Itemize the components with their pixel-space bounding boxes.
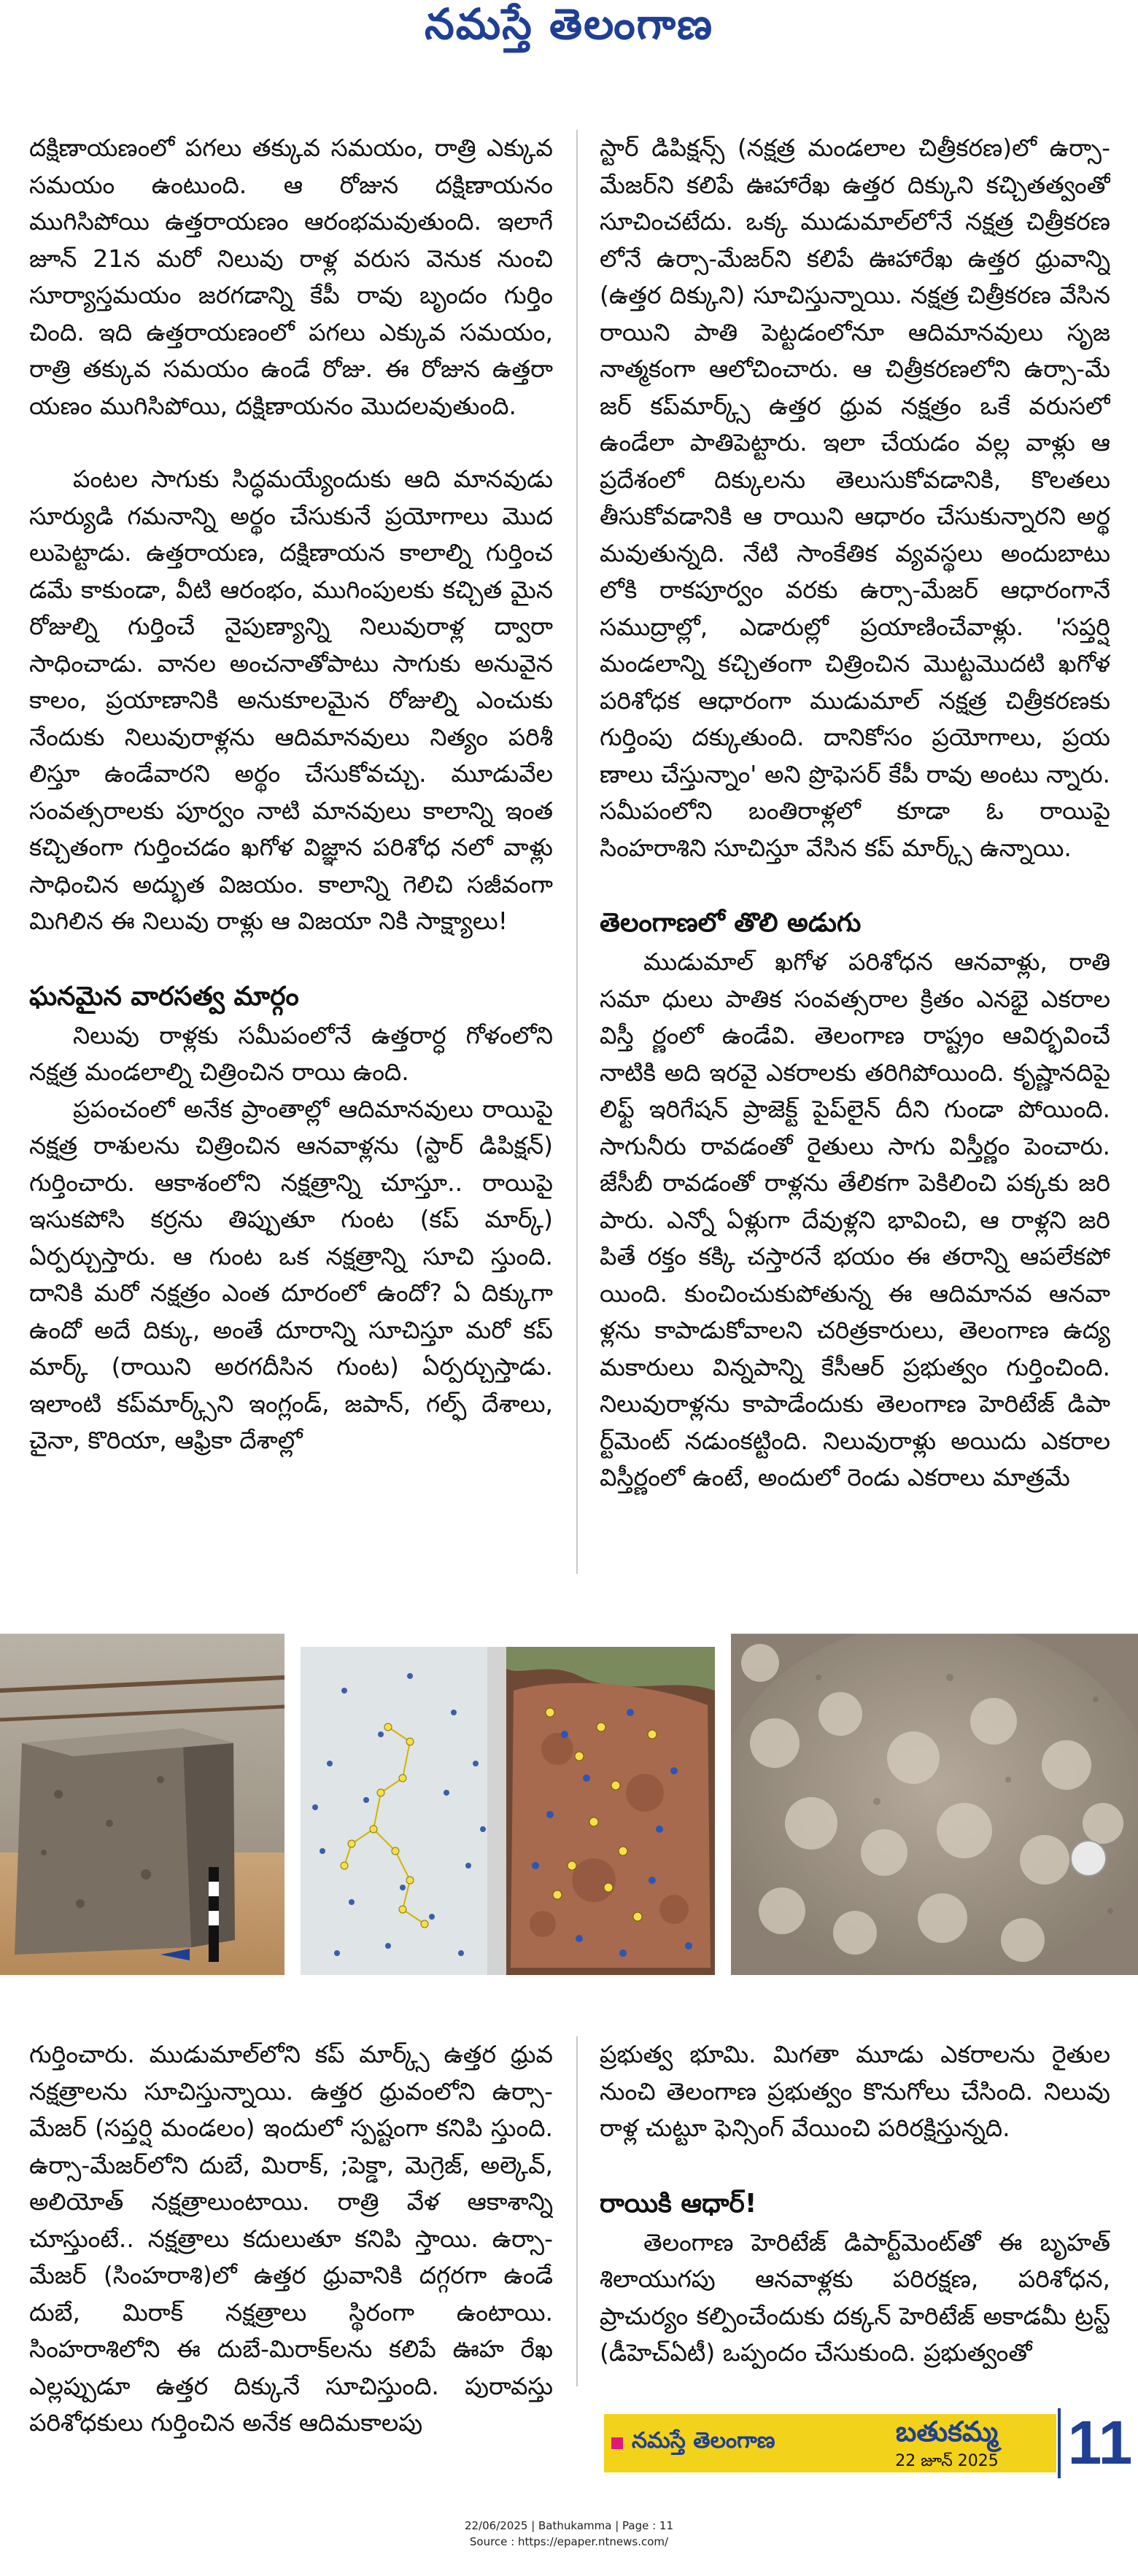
page-footer [0, 2518, 1138, 2550]
masthead [0, 0, 1138, 58]
banner-section-block [837, 2414, 1056, 2472]
paragraph: ప్రభుత్వ భూమి. మిగతా మూడు ఎకరాలను రైతుల నుంచి తెలంగాణ ప్రభుత్వం కొనుగోలు చేసింది. నిలువు రాళ్ల చుట్టూ ఫెన్సింగ్ వేయించి పరిరక్షిస్తున్నది. [600, 2040, 1110, 2142]
pink-bullet-icon [611, 2437, 623, 2449]
banner-page-divider [1058, 2408, 1061, 2478]
column-right-bottom [600, 2036, 1110, 2391]
column-divider [576, 2036, 578, 2386]
photo-standing-stone [0, 1634, 284, 1975]
column-left-top [29, 130, 553, 1574]
banner-section-name: బతుకమ్మ [895, 2416, 999, 2448]
photo-rock-closeup [731, 1634, 1138, 1975]
banner-date: 22 జూన్ 2025 [895, 2452, 999, 2470]
paragraph: ప్రపంచంలో అనేక ప్రాంతాల్లో ఆదిమానవులు రాయిపై నక్షత్ర రాశులను చిత్రించిన ఆనవాళ్లను (స్టార్ డిపిక్షన్) గుర్తించారు. ఆకాశంలోని నక్షత్రాన్ని చూస్తూ.. రాయిపై ఇసుకపోసి కర్రను తిప్పుతూ గుంట (కప్ మార్క్) ఏర్పర్చుస్తారు. ఆ గుంట ఒక నక్షత్రాన్ని సూచి స్తుంది. దానికి మరో నక్షత్రం ఎంత దూరంలో ఉందో? ఏ దిక్కుగా ఉందో అదే దిక్కు, అంతే దూరాన్ని సూచిస్తూ మరో కప్ మార్క్ (రాయిని అరగదీసిన గుంట) ఏర్పర్చుస్తాడు. ఇలాంటి కప్‌మార్క్స్‌ని ఇంగ్లండ్, జపాన్, గల్ఫ్ దేశాలు, చైనా, కొరియా, ఆఫ్రికా దేశాల్లో [29, 1094, 553, 1454]
banner-paper-block [604, 2414, 837, 2472]
paragraph: ముడుమాల్ ఖగోళ పరిశోధన ఆనవాళ్లు, రాతి సమా ధులు పాతిక సంవత్సరాల క్రితం ఎనభై ఎకరాల విస్తీ ర్ణంలో ఉండేవి. తెలంగాణ రాష్ట్రం ఆవిర్భవించే నాటికి అది ఇరవై ఎకరాలకు తరిగిపోయింది. కృష్ణానదిపై లిఫ్ట్ ఇరిగేషన్ ప్రాజెక్ట్ పైప్‌లైన్ దీని గుండా పోయింది. సాగునీరు రావడంతో రైతులు సాగు విస్తీర్ణం పెంచారు. జేసీబీ రావడంతో రాళ్లను తేలికగా పెకిలించి పక్కకు జరి పారు. ఎన్నో ఏళ్లుగా దేవుళ్లని భావించి, ఆ రాళ్లని జరి పితే రక్తం కక్కి చస్తారనే భయం ఈ తరాన్ని ఆపలేకపో యింది. కుంచించుకుపోతున్న ఈ ఆదిమానవ ఆనవా ళ్లను కాపాడుకోవాలని చరిత్రకారులు, తెలంగాణ ఉద్య మకారులు విన్నపాన్ని కేసీఆర్ ప్రభుత్వం గుర్తించింది. నిలువురాళ్లను కాపాడేందుకు తెలంగాణ హెరిటేజ్ డిపా ర్ట్‌మెంట్ నడుంకట్టింది. నిలువురాళ్లు అయిదు ఎకరాల విస్తీర్ణంలో ఉంటే, అందులో రెండు ఎకరాలు మాత్రమే [600, 947, 1110, 1491]
footer-banner [604, 2404, 1138, 2481]
subheading: రాయికి ఆధార్! [600, 2188, 757, 2219]
paragraph: స్టార్ డిపిక్షన్స్ (నక్షత్ర మండలాల చిత్రీకరణ)లో ఉర్సా- మేజర్‌ని కలిపే ఊహారేఖ ఉత్తర దిక్కుని కచ్చితత్వంతో సూచించటేదు. ఒక్క ముడుమాల్‌లోనే నక్షత్ర చిత్రీకరణ లోనే ఉర్సా-మేజర్‌ని కలిపే ఊహారేఖ ఉత్తర ధ్రువాన్ని (ఉత్తర దిక్కుని) సూచిస్తున్నాయి. నక్షత్ర చిత్రీకరణ వేసిన రాయిని పాతి పెట్టడంలోనూ ఆదిమానవులు సృజ నాత్మకంగా ఆలోచించారు. ఆ చిత్రీకరణలోని ఉర్సా-మే జర్ కప్‌మార్క్స్ ఉత్తర ధ్రువ నక్షత్రం ఒకే వరుసలో ఉండేలా పాతిపెట్టారు. ఇలా చేయడం వల్ల వాళ్లు ఆ ప్రదేశంలో దిక్కులను తెలుసుకోవడానికి, కొలతలు తీసుకోవడానికి ఆ రాయిని ఆధారం చేసుకున్నారని అర్థ మవుతున్నది. నేటి సాంకేతిక వ్యవస్థలు అందుబాటు లోకి రాకపూర్వం వరకు ఉర్సా-మేజర్ ఆధారంగానే సముద్రాల్లో, ఎడారుల్లో ప్రయాణించేవాళ్లు. 'సప్తర్షి మండలాన్ని కచ్చితంగా చిత్రించిన మొట్టమొదటి ఖగోళ పరిశోధక ఆధారంగా ముడుమాల్ నక్షత్ర చిత్రీకరణకు గుర్తింపు దక్కుతుంది. దానికోసం ప్రయోగాలు, ప్రయ ణాలు చేస్తున్నాం' అని ప్రొఫెసర్ కేపీ రావు అంటు న్నారు. సమీపంలోని బంతిరాళ్లలో కూడా ఓ రాయిపై సింహరాశిని సూచిస్తూ వేసిన కప్ మార్క్స్ ఉన్నాయి. [600, 133, 1110, 862]
paragraph: దక్షిణాయణంలో పగలు తక్కువ సమయం, రాత్రి ఎక్కువ సమయం ఉంటుంది. ఆ రోజున దక్షిణాయనం ముగిసిపోయి ఉత్తరాయణం ఆరంభమవుతుంది. ఇలాగే జూన్ 21న మరో నిలువు రాళ్ల వరుస వెనుక నుంచి సూర్యాస్తమయం జరగడాన్ని కేపీ రావు బృందం గుర్తిం చింది. ఇది ఉత్తరాయణంలో పగలు ఎక్కువ సమయం, రాత్రి తక్కువ సమయం ఉండే రోజు. ఈ రోజున ఉత్తరా యణం ముగిసిపోయి, దక్షిణాయనం మొదలవుతుంది. [29, 133, 553, 420]
photo-rock-cupmarks [506, 1647, 715, 1975]
photo-strip [0, 1634, 1138, 1998]
paragraph: గుర్తించారు. ముడుమాల్‌లోని కప్ మార్క్స్ ఉత్తర ధ్రువ నక్షత్రాలను సూచిస్తున్నాయి. ఉత్తర ధ్రువంలోని ఉర్సా- మేజర్ (సప్తర్షి మండలం) ఇందులో స్పష్టంగా కనిపి స్తుంది. ఉర్సా-మేజర్‌లోని దుబే, మిరాక్, ;పెక్డా, మెగ్రెజ్, అల్కెవ్, అలియోత్ నక్షత్రాలుంటాయి. రాత్రి వేళ ఆకాశాన్ని చూస్తుంటే.. నక్షత్రాలు కదులుతూ కనిపి స్తాయి. ఉర్సా-మేజర్ (సింహరాశి)లో ఉత్తర ధ్రువానికి దగ్గరగా ఉండే దుబే, మిరాక్ నక్షత్రాలు స్థిరంగా ఉంటాయి. సింహరాశిలోని ఈ దుబే-మిరాక్‌లను కలిపే ఊహ రేఖ ఎల్లప్పుడూ ఉత్తర దిక్కునే సూచిస్తుంది. పురావస్తు పరిశోధకులు గుర్తించిన అనేక ఆదిమకాలపు [29, 2040, 553, 2437]
column-divider [576, 130, 578, 1574]
paragraph: తెలంగాణ హెరిటేజ్ డిపార్ట్‌మెంట్‌తో ఈ బృహత్ శిలాయుగపు ఆనవాళ్లకు పరిరక్షణ, పరిశోధన, ప్రాచుర్యం కల్పించేందుకు దక్కన్ హెరిటేజ్ అకాడమీ ట్రస్ట్ (డీహెచ్ఏటీ) ఒప్పందం చేసుకుంది. ప్రభుత్వంతో [600, 2227, 1110, 2367]
column-right-top [600, 130, 1110, 1574]
subheading: తెలంగాణలో తొలి అడుగు [600, 908, 862, 938]
masthead-logo: నమస్తే తెలంగాణ [425, 0, 713, 49]
banner-paper-name: నమస్తే తెలంగాణ [632, 2428, 775, 2453]
subheading: ఘనమైన వారసత్వ మార్గం [29, 981, 299, 1012]
column-left-bottom [29, 2036, 553, 2488]
paragraph: నిలువు రాళ్లకు సమీపంలోనే ఉత్తరార్ధ గోళంలోని నక్షత్ర మండలాల్ని చిత్రించిన రాయి ఉంది. [29, 1020, 553, 1086]
paragraph: పంటల సాగుకు సిద్ధమయ్యేందుకు ఆది మానవుడు సూర్యుడి గమనాన్ని అర్థం చేసుకునే ప్రయోగాలు మొద లుపెట్టాడు. ఉత్తరాయణ, దక్షిణాయన కాలాల్ని గుర్తించ డమే కాకుండా, వీటి ఆరంభం, ముగింపులకు కచ్చిత మైన రోజుల్ని గుర్తించే నైపుణ్యాన్ని నిలువురాళ్ల ద్వారా సాధించాడు. వానల అంచనాతోపాటు సాగుకు అనువైన కాలం, ప్రయాణానికి అనుకూలమైన రోజుల్ని ఎంచుకు నేందుకు నిలువురాళ్లను ఆదిమానవులు నిత్యం పరిశీ లిస్తూ ఉండేవారని అర్థం చేసుకోవచ్చు. మూడువేల సంవత్సరాలకు పూర్వం నాటి మానవులు కాలాన్ని ఇంత కచ్చితంగా గుర్తించడం ఖగోళ విజ్ఞాన పరిశోధ నలో వాళ్లు సాధించిన అద్భుత విజయం. కాలాన్ని గెలిచి సజీవంగా మిగిలిన ఈ నిలువు రాళ్లు ఆ విజయా నికి సాక్ష్యాలు! [29, 465, 553, 935]
banner-page-number: 11 [1067, 2408, 1133, 2477]
photo-star-chart [301, 1647, 506, 1975]
footer-line-1: 22/06/2025 | Bathukamma | Page : 11 [464, 2519, 674, 2532]
footer-line-2: Source : https://epaper.ntnews.com/ [469, 2535, 669, 2548]
